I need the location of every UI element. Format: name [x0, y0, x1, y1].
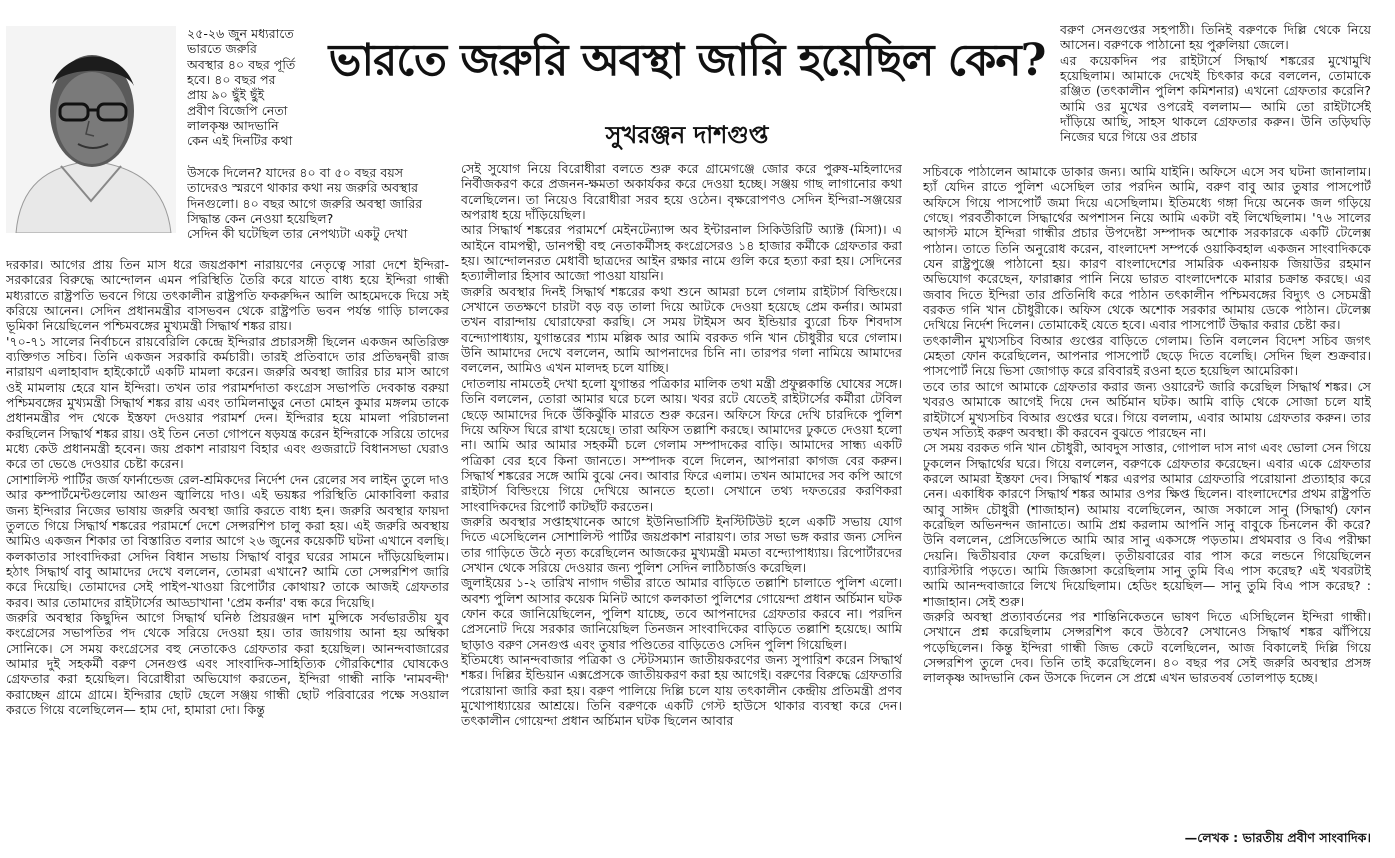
intro-text-continued: উসকে দিলেন? যাদের ৪০ বা ৫০ বছর বয়স তাদেরও স্মরণে থাকার কথা নয় জরুরি অবস্থার দিনগুলো। ৪০ বছর আগে জরুরি অবস্থা জারির সিদ্ধান্ত কেন নেওয়া হয়েছিল? সেদিন কী ঘটেছিল তার নেপথ্যটা একটু দেখা — [187, 165, 423, 242]
portrait-photo-icon — [6, 26, 176, 233]
article-byline: সুখরঞ্জন দাশগুপ্ত — [605, 120, 769, 149]
author-note: —লেখক : ভারতীয় প্রবীণ সাংবাদিক। — [1184, 830, 1371, 845]
column-3: সচিবকে পাঠালেন আমাকে ডাকার জন্য। আমি যাইনি। অফিসে এসে সব ঘটনা জানালাম। হ্যাঁ যেদিন রাতে পুলিশ এসেছিল তার পরদিন আমি, বরুণ বাবু আর তুষার পাসপোর্ট অফিসে গিয়ে পাসপোর্ট জমা দিয়ে এসেছিলাম। ইতিমধ্যে গঙ্গা দিয়ে অনেক জল গড়িয়ে গেছে। পরবর্তীকালে সিদ্ধার্থের অপশাসন নিয়ে আমি একটা বই লিখেছিলাম। '৭৬ সালের আগস্ট মাসে ইন্দিরা গান্ধীর প্রচার উপদেষ্টা সম্পাদক অশোক সরকারকে একটি টেলেক্স পাঠান। তাতে তিনি অনুরোধ করেন, বাংলাদেশ সম্পর্কে ওয়াকিবহাল একজন সাংবাদিককে যেন রাষ্ট্রপুঞ্জে পাঠানো হয়। কারণ বাংলাদেশের সামরিক একনায়ক জিয়াউর রহমান অভিযোগ করেছেন, ফারাক্কার পানি নিয়ে ভারত বাংলাদেশকে মারার চক্রান্ত করছে। এর জবাব দিতে ইন্দিরা তার প্রতিনিধি করে পাঠান তৎকালীন পশ্চিমবঙ্গের বিদ্যুৎ ও সেচমন্ত্রী বরকত গনি খান চৌধুরীকে। অফিস থেকে অশোক সরকার আমায় ডেকে পাঠান। টেলেক্স দেখিয়ে নির্দেশ দিলেন। তোমাকেই যেতে হবে। এবার পাসপোর্ট উদ্ধার করার চেষ্টা কর। তৎকালীন মুখ্যসচিব বিআর গুপ্তের বাড়িতে গেলাম। তিনি বললেন বিদেশ সচিব জগৎ মেহতা ফোন করেছিলেন, আপনার পাসপোর্ট ছেড়ে দিতে বলেছি। সেদিন ছিল শুক্রবার। পাসপোর্ট নিয়ে ভিসা জোগাড় করে রবিবারই রওনা হতে হয়েছিল আমেরিকা। তবে তার আগে আমাকে গ্রেফতার করার জন্য ওয়ারেন্ট জারি করেছিল সিদ্ধার্থ শঙ্কর। সে খবরও আমাকে আগেই দিয়ে দেন অর্চিমান ঘটক। আমি বাড়ি থেকে সোজা চলে যাই রাইটার্সে মুখ্যসচিব বিআর গুপ্তের ঘরে। গিয়ে বললাম, এবার আমায় গ্রেফতার করুন। তার তখন সত্যিই করুণ অবস্থা। কী করবেন বুঝতে পারছেন না। সে সময় বরকত গনি খান চৌধুরী, আবদুস সাত্তার, গোপাল দাস নাগ এবং ভোলা সেন গিয়ে ঢুকলেন সিদ্ধার্থের ঘরে। গিয়ে বললেন, বরুণকে গ্রেফতার করেছেন। এবার একে গ্রেফতার করলে আমরা ইস্তফা দেব। সিদ্ধার্থ শঙ্কর এরপর আমার গ্রেফতারি পরোয়ানা প্রত্যাহার করে নেন। একাধিক কারণে সিদ্ধার্থ শঙ্কর আমার ওপর ক্ষিপ্ত ছিলেন। বাংলাদেশের প্রথম রাষ্ট্রপতি আবু সাঈদ চৌধুরী (শাজাহান) আমায় বলেছিলেন, আজ সকালে সানু (সিদ্ধার্থ) ফোন করেছিল অভিনন্দন জানাতে। আমি প্রশ্ন করলাম আপনি সানু বাবুকে চিনলেন কী করে? উনি বললেন, প্রেসিডেন্সিতে আমি আর সানু একসঙ্গে পড়তাম। প্রথমবার ও বিএ পরীক্ষা দেয়নি। দ্বিতীয়বার ফেল করেছিল। তৃতীয়বারের বার পাস করে লন্ডনে গিয়েছিলেন ব্যারিস্টারি পড়তে। আমি জিজ্ঞাসা করেছিলাম সানু তুমি বিএ পাস করেছ? এই খবরটাই আমি আনন্দবাজারে লিখে দিয়েছিলাম। হেডিং হয়েছিল— সানু তুমি বিএ পাস করেছ? : শাজাহান। সেই শুরু। জরুরি অবস্থা প্রত্যাবর্তনের পর শান্তিনিকেতনে ভাষণ দিতে এসিছিলেন ইন্দিরা গান্ধী। সেখানে প্রশ্ন করেছিলাম সেন্সরশিপ কবে উঠবে? সেখানেও সিদ্ধার্থ শঙ্কর ঝাঁপিয়ে পড়েছিলেন। কিন্তু ইন্দিরা গান্ধী জিভ কেটে বলেছিলেন, আজ বিকালেই দিল্লি গিয়ে সেন্সরশিপ তুলে দেব। তিনি তাই করেছিলেন। ৪০ বছর পর সেই জরুরি অবস্থার প্রসঙ্গ লালকৃষ্ণ আদভানি কেন উসকে দিলেন সে প্রশ্নে এখন ভারতবর্ষ তোলপাড় হচ্ছে। — [923, 164, 1371, 686]
author-photo — [6, 26, 176, 233]
column-1: দরকার। আগের প্রায় তিন মাস ধরে জয়প্রকাশ নারায়ণের নেতৃত্বে সারা দেশে ইন্দিরা-সরকারের বিরুদ্ধে আন্দোলন এমন পরিস্থিতি তৈরি করে যাতে বাধ্য হয়ে ইন্দিরা গান্ধী মধ্যরাতে রাষ্ট্রপতি ভবনে গিয়ে তৎকালীন রাষ্ট্রপতি ফকরুদ্দিন আলি আহমেদকে দিয়ে সই করিয়ে আনেন। সেদিন প্রধানমন্ত্রীর বাসভবন থেকে রাষ্ট্রপতি ভবন পর্যন্ত গাড়ি চালকের ভূমিকা নিয়েছিলেন পশ্চিমবঙ্গের মুখ্যমন্ত্রী সিদ্ধার্থ শঙ্কর রায়। '৭০-৭১ সালের নির্বাচনে রায়বেরিলি কেন্দ্রে ইন্দিরার প্রচারসঙ্গী ছিলেন একজন অতিরিক্ত ব্যক্তিগত সচিব। তিনি একজন সরকারি কর্মচারী। তারই প্রতিবাদে তার প্রতিদ্বন্দ্বী রাজ নারায়ণ এলাহাবাদ হাইকোর্টে একটি মামলা করেন। জরুরি অবস্থা জারির চার মাস আগে ওই মামলায় হেরে যান ইন্দিরা। তখন তার পরামর্শদাতা কংগ্রেস সভাপতি দেবকান্ত বরুয়া পশ্চিমবঙ্গের মুখ্যমন্ত্রী সিদ্ধার্থ শঙ্কর রায় এবং তামিলনাড়ুর নেতা মোহন কুমার মঙ্গলম তাকে প্রধানমন্ত্রীর পদ থেকে ইস্তফা দেওয়ার পরামর্শ দেন। ইন্দিরার হয়ে মামলা পরিচালনা করছিলেন সিদ্ধার্থ শঙ্কর রায়। ওই তিন নেতা গোপনে ষড়যন্ত্র করেন ইন্দিরাকে সরিয়ে তাদের মধ্যে কেউ প্রধানমন্ত্রী হবেন। জয় প্রকাশ নারায়ণ বিহার এবং গুজরাটে বিধানসভা ঘেরাও করে তা ভেঙে দেওয়ার চেষ্টা করেন। সোশালিস্ট পার্টির জর্জ ফার্নান্ডেজ রেল-শ্রমিকদের নির্দেশ দেন রেলের সব লাইন তুলে দাও আর কম্পার্টমেন্টগুলোয় আগুন জ্বালিয়ে দাও। এই ভয়ঙ্কর পরিস্থিতি মোকাবিলা করার জন্য ইন্দিরার নিজের ভাষায় জরুরি অবস্থা জারি করতে বাধ্য হন। জরুরি অবস্থার ফায়দা তুলতে গিয়ে সিদ্ধার্থ শঙ্করের পরামর্শে দেশে সেন্সরশিপ চালু করা হয়। এই জরুরি অবস্থায় আমিও একজন শিকার তা বিস্তারিত বলার আগে ২৬ জুনের কয়েকটি ঘটনা এখানে বলছি। কলকাতার সাংবাদিকরা সেদিন বিধান সভায় সিদ্ধার্থ বাবুর ঘরের সামনে দাঁড়িয়েছিলাম। হঠাৎ সিদ্ধার্থ বাবু আমাদের দেখে বললেন, তোমরা এখানে? আমি তো সেন্সরশিপ জারি করে দিয়েছি। তোমাদের সেই পাইপ-খাওয়া রিপোর্টার কোথায়? তাকে আজই গ্রেফতার করব। আর তোমাদের রাইটার্সের আড্ডাখানা 'প্রেম কর্নার' বন্ধ করে দিয়েছি। জরুরি অবস্থার কিছুদিন আগে সিদ্ধার্থ ঘনিষ্ঠ প্রিয়রঞ্জন দাশ মুন্সিকে সর্বভারতীয় যুব কংগ্রেসের সভাপতির পদ থেকে সরিয়ে দেওয়া হয়। তার জায়গায় আনা হয় অম্বিকা সোনিকে। সে সময় কংগ্রেসের বহু নেতাকেও গ্রেফতার করা হয়েছিল। আনন্দবাজারের আমার দুই সহকর্মী বরুণ সেনগুপ্ত এবং সাংবাদিক-সাহিত্যিক গৌরকিশোর ঘোষকেও গ্রেফতার করা হয়েছিল। বিরোধীরা অভিযোগ করতেন, ইন্দিরা গান্ধী নাকি 'নামবন্দী' করাচ্ছেন গ্রামে গ্রামে। ইন্দিরার ছোট ছেলে সঞ্জয় গান্ধী ছোট পরিবারের পক্ষে সওয়াল করতে গিয়ে বলেছিলেন— হাম দো, হামারা দো। কিন্তু — [6, 257, 449, 717]
column-2: সেই সুযোগ নিয়ে বিরোধীরা বলতে শুরু করে গ্রামেগঞ্জে জোর করে পুরুষ-মহিলাদের নির্বীজকরণ করে প্রজনন-ক্ষমতা অকার্যকর করে দেওয়া হচ্ছে। সঞ্জয় গাছ লাগানোর কথা বলেছিলেন। তা নিয়েও বিরোধীরা সরব হয়ে ওঠেন। বৃক্ষরোপণও সেদিন ইন্দিরা-সঞ্জয়ের অপরাধ হয়ে দাঁড়িয়েছিল। আর সিদ্ধার্থ শঙ্করের পরামর্শে মেইনটেন্যান্স অব ইন্টারনাল সিকিউরিটি অ্যাক্ট (মিসা)। এ আইনে বামপন্থী, ডানপন্থী বহু নেতাকর্মীসহ কংগ্রেসেরও ১৪ হাজার কর্মীকে গ্রেফতার করা হয়। আন্দোলনরত মেধাবী ছাত্রদের আইন রক্ষার নামে গুলি করে হত্যা করা হয়। সেদিনের হত্যালীলার হিসাব আজো পাওয়া যায়নি। জরুরি অবস্থার দিনই সিদ্ধার্থ শঙ্করের কথা শুনে আমরা চলে গেলাম রাইটার্স বিল্ডিংয়ে। সেখানে ততক্ষণে চারটা বড় বড় তালা দিয়ে আটকে দেওয়া হয়েছে প্রেম কর্নার। আমরা তখন বারান্দায় ঘোরাফেরা করছি। সে সময় টাইমস অব ইন্ডিয়ার ব্যুরো চিফ শিবদাস বন্দ্যোপাধ্যায়, যুগান্তরের শ্যাম মল্লিক আর আমি বরকত গনি খান চৌধুরীর ঘরে গেলাম। উনি আমাদের দেখে বললেন, আমি আপনাদের চিনি না। তারপর গলা নামিয়ে আমাদের বললেন, আমিও এখন মালদহ চলে যাচ্ছি। দোতলায় নামতেই দেখা হলো যুগান্তর পত্রিকার মালিক তথা মন্ত্রী প্রফুল্লকান্তি ঘোষের সঙ্গে। তিনি বললেন, তোরা আমার ঘরে চলে আয়। খবর রটে যেতেই রাইটার্সের কর্মীরা টেবিল ছেড়ে আমাদের দিকে উঁকিঝুঁকি মারতে শুরু করেন। অফিসে ফিরে দেখি চারদিকে পুলিশ দিয়ে অফিস ঘিরে রাখা হয়েছে। তারা অফিস তল্লাশি করছে। আমাদের ঢুকতে দেওয়া হলো না। আমি আর আমার সহকর্মী চলে গেলাম সম্পাদকের বাড়ি। আমাদের সান্ধ্য একটি পত্রিকা বের হবে কিনা জানতে। সম্পাদক বলে দিলেন, আপনারা কাগজ বের করুন। সিদ্ধার্থ শঙ্করের সঙ্গে আমি বুঝে নেব। আবার ফিরে এলাম। তখন আমাদের সব কপি আগে রাইটার্স বিল্ডিংয়ে গিয়ে দেখিয়ে আনতে হতো। সেখানে তথ্য দফতরের করণিকরা সাংবাদিকদের রিপোর্ট কাটছাঁট করতেন। জরুরি অবস্থার সপ্তাহখানেক আগে ইউনিভার্সিটি ইনস্টিটিউট হলে একটি সভায় যোগ দিতে এসেছিলেন সোশালিস্ট পার্টির জয়প্রকাশ নারায়ণ। তার সভা ভঙ্গ করার জন্য সেদিন তার গাড়িতে উঠে নৃত্য করেছিলেন আজকের মুখ্যমন্ত্রী মমতা বন্দ্যোপাধ্যায়। রিপোর্টারদের সেখান থেকে সরিয়ে দেওয়ার জন্য পুলিশ সেদিন লাঠিচার্জও করেছিল। জুলাইয়ের ১-২ তারিখ নাগাদ গভীর রাতে আমার বাড়িতে তল্লাশি চালাতে পুলিশ এলো। অবশ্য পুলিশ আসার কয়েক মিনিট আগে কলকাতা পুলিশের গোয়েন্দা প্রধান অর্চিমান ঘটক ফোন করে জানিয়েছিলেন, পুলিশ যাচ্ছে, তবে আপনাদের গ্রেফতার করবে না। পরদিন প্রেসনোট দিয়ে সরকার জানিয়েছিল তিনজন সাংবাদিকের বাড়িতে তল্লাশি হয়েছে। আমি ছাড়াও বরুণ সেনগুপ্ত এবং তুষার পণ্ডিতের বাড়িতেও সেদিন পুলিশ গিয়েছিল। ইতিমধ্যে আনন্দবাজার পত্রিকা ও স্টেটসম্যান জাতীয়করণের জন্য সুপারিশ করেন সিদ্ধার্থ শঙ্কর। দিল্লির ইন্ডিয়ান এক্সপ্রেসকে জাতীয়করণ করা হয় আগেই। বরুণের বিরুদ্ধে গ্রেফতারি পরোয়ানা জারি করা হয়। বরুণ পালিয়ে দিল্লি চলে যায় তৎকালীন কেন্দ্রীয় প্রতিমন্ত্রী প্রণব মুখোপাধ্যায়ের আশ্রয়ে। তিনি বরুণকে একটি গেস্ট হাউসে থাকার ব্যবস্থা করে দেন। তৎকালীন গোয়েন্দা প্রধান অর্চিমান ঘটক ছিলেন আবার — [461, 161, 902, 729]
article-title: ভারতে জরুরি অবস্থা জারি হয়েছিল কেন? — [328, 35, 1046, 86]
column-3-top: বরুণ সেনগুপ্তের সহপাঠী। তিনিই বরুণকে দিল্লি থেকে নিয়ে আসেন। বরুণকে পাঠানো হয় পুরুলিয়া জেলে। এর কয়েকদিন পর রাইটার্সে সিদ্ধার্থ শঙ্করের মুখোমুখি হয়েছিলাম। আমাকে দেখেই চিৎকার করে বললেন, তোমাকে রঞ্জিত (তৎকালীন পুলিশ কমিশনার) এখনো গ্রেফতার করেনি? আমি ওর মুখের ওপরেই বললাম— আমি তো রাইটার্সেই দাঁড়িয়ে আছি, সাহস থাকলে গ্রেফতার করুন। উনি তড়িঘড়ি নিজের ঘরে গিয়ে ওর প্রচার — [1060, 22, 1371, 145]
intro-text: ২৫-২৬ জুন মধ্যরাতে ভারতে জরুরি অবস্থার ৪০ বছর পূর্তি হবে। ৪০ বছর পর প্রায় ৯০ ছুঁই ছুঁই প্রবীণ বিজেপি নেতা লালকৃষ্ণ আদভানি কেন এই দিনটির কথা — [187, 26, 296, 149]
